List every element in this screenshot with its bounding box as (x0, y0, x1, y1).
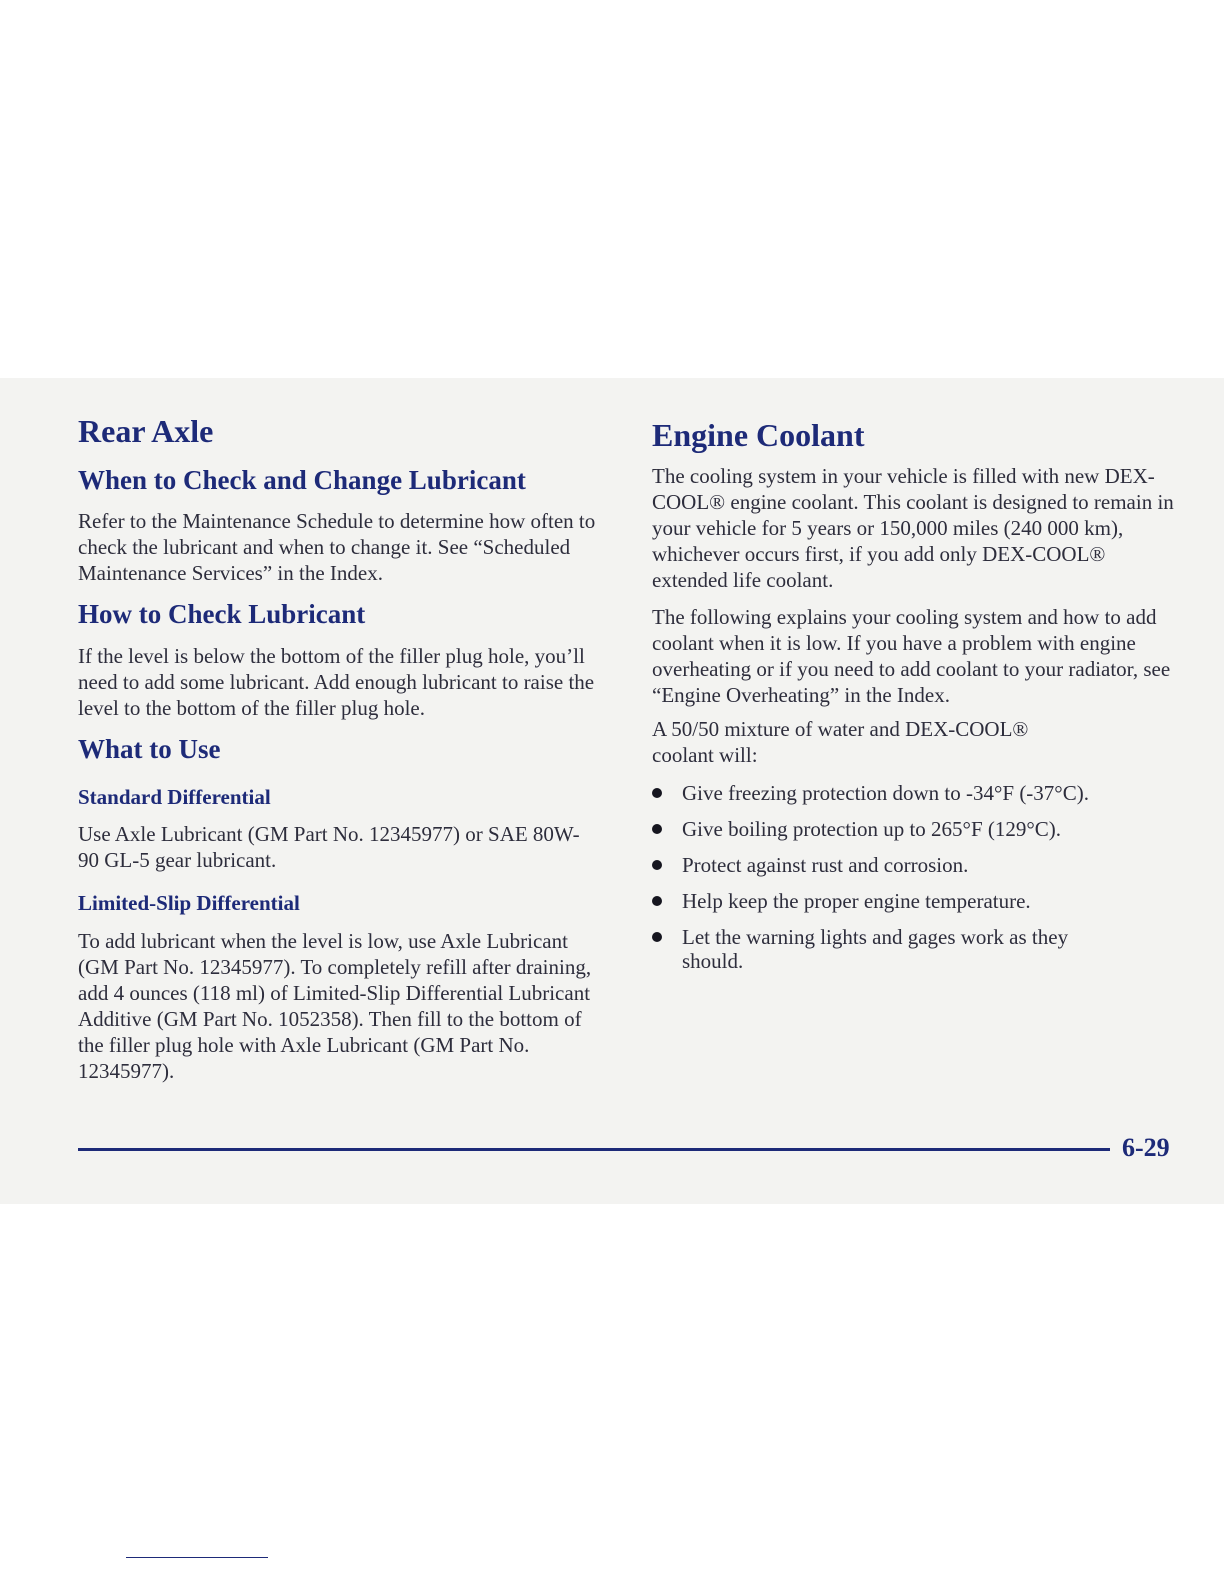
list-item: Let the warning lights and gages work as they should. (652, 925, 1082, 973)
rear-axle-title: Rear Axle (78, 413, 214, 449)
bullet-icon (652, 932, 662, 942)
bullet-icon (652, 860, 662, 870)
how-to-check-heading: How to Check Lubricant (78, 599, 366, 629)
list-item: Give boiling protection up to 265°F (129°C). (652, 817, 1152, 841)
bullet-icon (652, 824, 662, 834)
list-item: Help keep the proper engine temperature. (652, 889, 1152, 913)
list-item: Give freezing protection down to -34°F (-37°C). (652, 781, 1152, 805)
limited-slip-heading: Limited-Slip Differential (78, 891, 300, 915)
mixture-paragraph: A 50/50 mixture of water and DEX-COOL® coolant will: (652, 717, 1029, 767)
when-to-check-body: Refer to the Maintenance Schedule to determine how often to check the lubricant and when to change it. See “Scheduled Maintenance Services” in the Index. (78, 509, 596, 585)
coolant-benefits-list (652, 781, 1152, 985)
page-number: 6-29 (1122, 1133, 1170, 1162)
standard-differential-heading: Standard Differential (78, 785, 271, 809)
cooling-system-paragraph: The following explains your cooling system and how to add coolant when it is low. If you have a problem with engine overheating or if you need to add coolant to your radiator, see “Engine Overheating” in the Index. (652, 605, 1171, 707)
how-to-check-body: If the level is below the bottom of the filler plug hole, you’ll need to add some lubricant. Add enough lubricant to raise the level to the bottom of the filler plug hole. (78, 644, 595, 720)
footer-rule (78, 1148, 1110, 1151)
content-band (0, 378, 1224, 1204)
engine-coolant-title: Engine Coolant (652, 417, 865, 453)
standard-differential-body: Use Axle Lubricant (GM Part No. 12345977) or SAE 80W-90 GL-5 gear lubricant. (78, 822, 580, 872)
limited-slip-body: To add lubricant when the level is low, use Axle Lubricant (GM Part No. 12345977). To completely refill after draining, add 4 ounces (118 ml) of Limited-Slip Differential Lubricant Additive (GM Part No. 1052358). Then fill to the bottom of the filler plug hole with Axle Lubricant (GM Part No. 12345977). (78, 929, 592, 1083)
coolant-intro-paragraph: The cooling system in your vehicle is filled with new DEX-COOL® engine coolant. This coolant is designed to remain in your vehicle for 5 years or 150,000 miles (240 000 km), whichever occurs first, if you add only DEX-COOL® extended life coolant. (652, 464, 1174, 592)
bullet-icon (652, 896, 662, 906)
bottom-divider (126, 1557, 268, 1558)
bullet-icon (652, 788, 662, 798)
list-item: Protect against rust and corrosion. (652, 853, 1152, 877)
what-to-use-heading: What to Use (78, 734, 221, 764)
when-to-check-heading: When to Check and Change Lubricant (78, 465, 526, 495)
